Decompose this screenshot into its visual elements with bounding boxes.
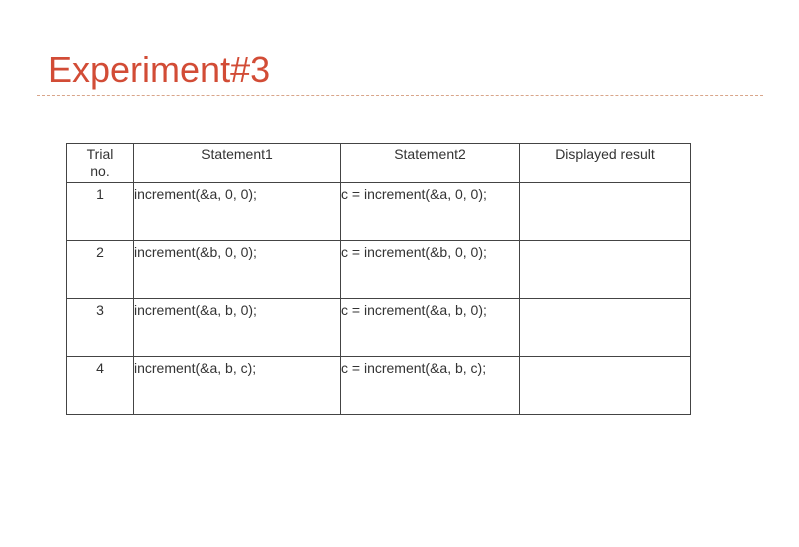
table-row	[67, 357, 691, 415]
statement1-cell: increment(&b, 0, 0);	[134, 241, 341, 299]
trial-number-cell: 1	[67, 183, 134, 241]
displayed-result-cell[interactable]	[520, 183, 691, 241]
statement2-cell: c = increment(&a, b, c);	[341, 357, 520, 415]
header-trial-line2: no.	[90, 163, 110, 179]
trial-number-cell: 2	[67, 241, 134, 299]
displayed-result-cell[interactable]	[520, 241, 691, 299]
table-row	[67, 241, 691, 299]
header-trial-line1: Trial	[86, 146, 114, 162]
header-statement2: Statement2	[341, 144, 520, 183]
table-row	[67, 299, 691, 357]
statement2-cell: c = increment(&b, 0, 0);	[341, 241, 520, 299]
header-trial-no	[67, 144, 134, 183]
displayed-result-cell[interactable]	[520, 299, 691, 357]
displayed-result-cell[interactable]	[520, 357, 691, 415]
trial-number-cell: 3	[67, 299, 134, 357]
statement1-cell: increment(&a, b, c);	[134, 357, 341, 415]
table-header-row	[67, 144, 691, 183]
statement1-cell: increment(&a, 0, 0);	[134, 183, 341, 241]
experiment-table	[66, 143, 691, 415]
title-divider	[37, 95, 763, 96]
statement2-cell: c = increment(&a, b, 0);	[341, 299, 520, 357]
header-statement1: Statement1	[134, 144, 341, 183]
header-displayed-result: Displayed result	[520, 144, 691, 183]
trial-number-cell: 4	[67, 357, 134, 415]
table-row	[67, 183, 691, 241]
statement2-cell: c = increment(&a, 0, 0);	[341, 183, 520, 241]
slide-title: Experiment#3	[48, 49, 271, 90]
statement1-cell: increment(&a, b, 0);	[134, 299, 341, 357]
